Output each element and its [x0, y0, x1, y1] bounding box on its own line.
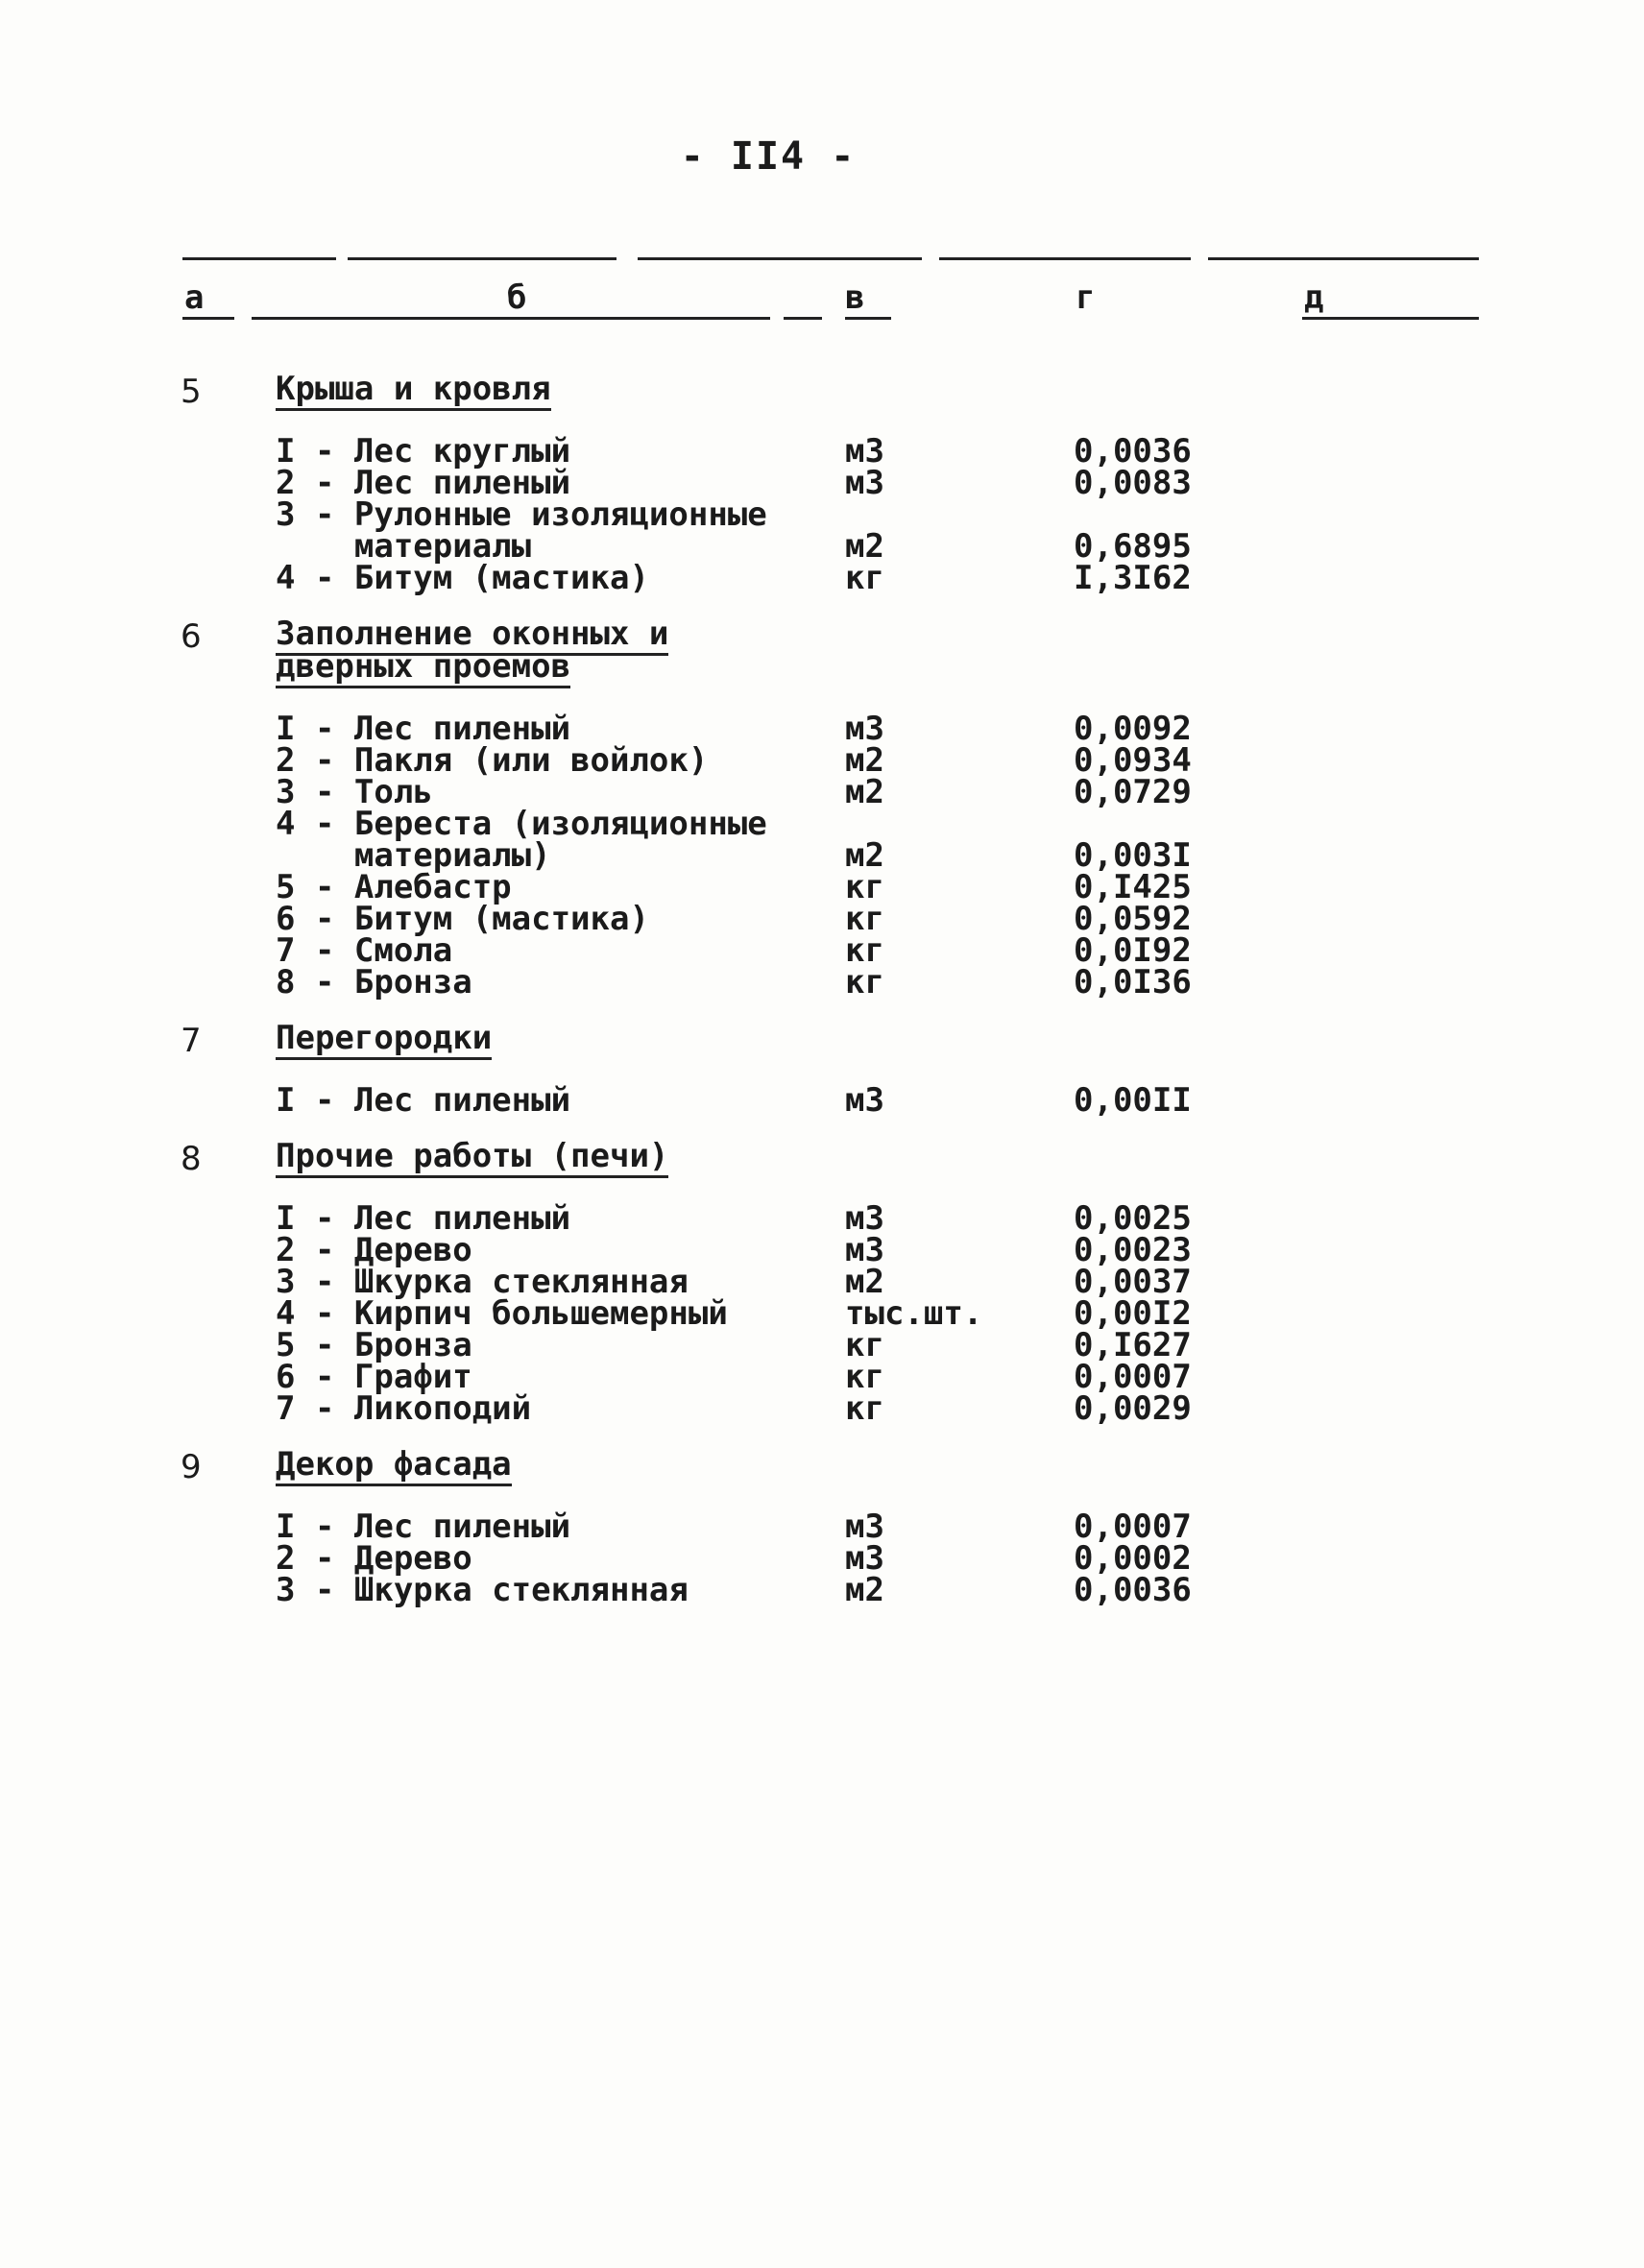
table-row	[0, 1326, 1644, 1364]
table-section	[0, 617, 1644, 999]
section-items	[0, 1508, 1644, 1609]
material-quantity: 0,0592	[1074, 900, 1192, 938]
material-quantity: 0,00II	[1074, 1081, 1192, 1120]
material-unit: кг	[845, 900, 884, 938]
material-name: 2 - Пакля (или войлок)	[276, 741, 709, 780]
table-row	[0, 1263, 1644, 1301]
table-row	[0, 1508, 1644, 1546]
table-row	[0, 1294, 1644, 1333]
table-section	[0, 1445, 1644, 1609]
table-row	[0, 836, 1644, 875]
section-items	[0, 710, 1644, 1001]
material-unit: м2	[845, 836, 884, 875]
header-top-rule	[182, 257, 336, 260]
material-unit: м3	[845, 1508, 884, 1546]
material-name: 3 - Шкурка стеклянная	[276, 1263, 689, 1301]
section-title	[276, 1137, 794, 1175]
table-row	[0, 527, 1644, 566]
section-items	[0, 432, 1644, 597]
table-row	[0, 1081, 1644, 1120]
material-unit: кг	[845, 931, 884, 970]
header-top-rule	[348, 257, 616, 260]
material-unit: м3	[845, 1539, 884, 1578]
header-bottom-rule	[252, 317, 770, 320]
table-section	[0, 1019, 1644, 1120]
material-name: 2 - Дерево	[276, 1231, 472, 1269]
page-number: - II4 -	[680, 134, 857, 179]
table-row	[0, 710, 1644, 748]
section-number: 5	[181, 373, 202, 411]
table-row	[0, 868, 1644, 906]
section-title-text: Заполнение оконных и дверных проемов	[276, 615, 668, 688]
section-title-text: Прочие работы (печи)	[276, 1137, 668, 1178]
table-row	[0, 963, 1644, 1001]
column-header-b: б	[507, 278, 527, 317]
material-name: 4 - Кирпич большемерный	[276, 1294, 728, 1333]
material-name: 7 - Смола	[276, 931, 453, 970]
material-name: I - Лес пиленый	[276, 1081, 571, 1120]
column-header-v: в	[845, 278, 865, 317]
table-row	[0, 741, 1644, 780]
material-unit: кг	[845, 1358, 884, 1396]
section-number: 7	[181, 1022, 202, 1060]
materials-table	[0, 370, 1644, 1629]
material-name: 8 - Бронза	[276, 963, 472, 1001]
table-row	[0, 1231, 1644, 1269]
material-unit: кг	[845, 1326, 884, 1364]
material-quantity: I,3I62	[1074, 559, 1192, 597]
material-unit: кг	[845, 963, 884, 1001]
material-quantity: 0,00I2	[1074, 1294, 1192, 1333]
material-name: 4 - Битум (мастика)	[276, 559, 649, 597]
material-quantity: 0,0I36	[1074, 963, 1192, 1001]
material-unit: м3	[845, 1081, 884, 1120]
material-unit: м3	[845, 432, 884, 470]
material-quantity: 0,0036	[1074, 1571, 1192, 1609]
section-items	[0, 1081, 1644, 1120]
section-items	[0, 1199, 1644, 1428]
material-quantity: 0,0007	[1074, 1508, 1192, 1546]
column-header-a: а	[184, 278, 205, 317]
section-title	[276, 615, 794, 686]
material-unit: м3	[845, 1231, 884, 1269]
material-quantity: 0,6895	[1074, 527, 1192, 566]
table-row	[0, 1389, 1644, 1428]
section-title-text: Перегородки	[276, 1019, 492, 1060]
section-number: 6	[181, 617, 202, 656]
header-bottom-rule	[845, 317, 891, 320]
material-name: 4 - Береста (изоляционные	[276, 805, 767, 843]
material-quantity: 0,003I	[1074, 836, 1192, 875]
section-number: 9	[181, 1448, 202, 1486]
section-title-text: Крыша и кровля	[276, 370, 551, 411]
material-quantity: 0,0729	[1074, 773, 1192, 811]
section-title	[276, 370, 794, 408]
material-name: I - Лес пиленый	[276, 710, 571, 748]
material-unit: м3	[845, 1199, 884, 1238]
table-row	[0, 432, 1644, 470]
material-unit: м2	[845, 1571, 884, 1609]
material-quantity: 0,0036	[1074, 432, 1192, 470]
material-quantity: 0,0023	[1074, 1231, 1192, 1269]
material-name: 6 - Графит	[276, 1358, 472, 1396]
table-row	[0, 559, 1644, 597]
table-row	[0, 495, 1644, 534]
material-unit: м2	[845, 773, 884, 811]
material-unit: кг	[845, 868, 884, 906]
material-unit: кг	[845, 559, 884, 597]
table-row	[0, 464, 1644, 502]
table-row	[0, 1539, 1644, 1578]
material-name: 3 - Толь	[276, 773, 433, 811]
material-name: I - Лес круглый	[276, 432, 571, 470]
material-quantity: 0,0934	[1074, 741, 1192, 780]
material-quantity: 0,0I92	[1074, 931, 1192, 970]
material-quantity: 0,0029	[1074, 1389, 1192, 1428]
material-unit: м3	[845, 464, 884, 502]
material-name: 5 - Алебастр	[276, 868, 512, 906]
header-top-rule	[638, 257, 922, 260]
material-name: материалы)	[276, 836, 551, 875]
material-quantity: 0,0002	[1074, 1539, 1192, 1578]
section-number: 8	[181, 1140, 202, 1178]
column-header-g: г	[1076, 278, 1096, 317]
column-header-d: д	[1304, 278, 1324, 317]
material-name: 5 - Бронза	[276, 1326, 472, 1364]
header-bottom-rule	[1302, 317, 1479, 320]
table-section	[0, 370, 1644, 597]
table-row	[0, 900, 1644, 938]
material-quantity: 0,0092	[1074, 710, 1192, 748]
material-unit: м2	[845, 1263, 884, 1301]
table-row	[0, 773, 1644, 811]
material-name: материалы	[276, 527, 532, 566]
material-quantity: 0,0037	[1074, 1263, 1192, 1301]
section-title-text: Декор фасада	[276, 1445, 512, 1486]
header-bottom-rule	[784, 317, 822, 320]
section-title	[276, 1445, 794, 1484]
material-unit: м2	[845, 741, 884, 780]
material-name: 2 - Дерево	[276, 1539, 472, 1578]
material-quantity: 0,0007	[1074, 1358, 1192, 1396]
table-row	[0, 1571, 1644, 1609]
section-title	[276, 1019, 794, 1057]
material-quantity: 0,I627	[1074, 1326, 1192, 1364]
material-unit: тыс.шт.	[845, 1294, 983, 1333]
header-bottom-rule	[182, 317, 234, 320]
material-name: 7 - Ликоподий	[276, 1389, 532, 1428]
material-name: 6 - Битум (мастика)	[276, 900, 649, 938]
table-row	[0, 931, 1644, 970]
material-quantity: 0,0083	[1074, 464, 1192, 502]
material-name: 2 - Лес пиленый	[276, 464, 571, 502]
material-name: 3 - Рулонные изоляционные	[276, 495, 767, 534]
header-top-rule	[939, 257, 1191, 260]
material-unit: м2	[845, 527, 884, 566]
material-unit: кг	[845, 1389, 884, 1428]
material-name: 3 - Шкурка стеклянная	[276, 1571, 689, 1609]
header-top-rule	[1208, 257, 1479, 260]
table-row	[0, 1199, 1644, 1238]
material-quantity: 0,I425	[1074, 868, 1192, 906]
table-row	[0, 1358, 1644, 1396]
table-row	[0, 805, 1644, 843]
material-name: I - Лес пиленый	[276, 1199, 571, 1238]
table-section	[0, 1137, 1644, 1428]
material-unit: м3	[845, 710, 884, 748]
material-quantity: 0,0025	[1074, 1199, 1192, 1238]
material-name: I - Лес пиленый	[276, 1508, 571, 1546]
